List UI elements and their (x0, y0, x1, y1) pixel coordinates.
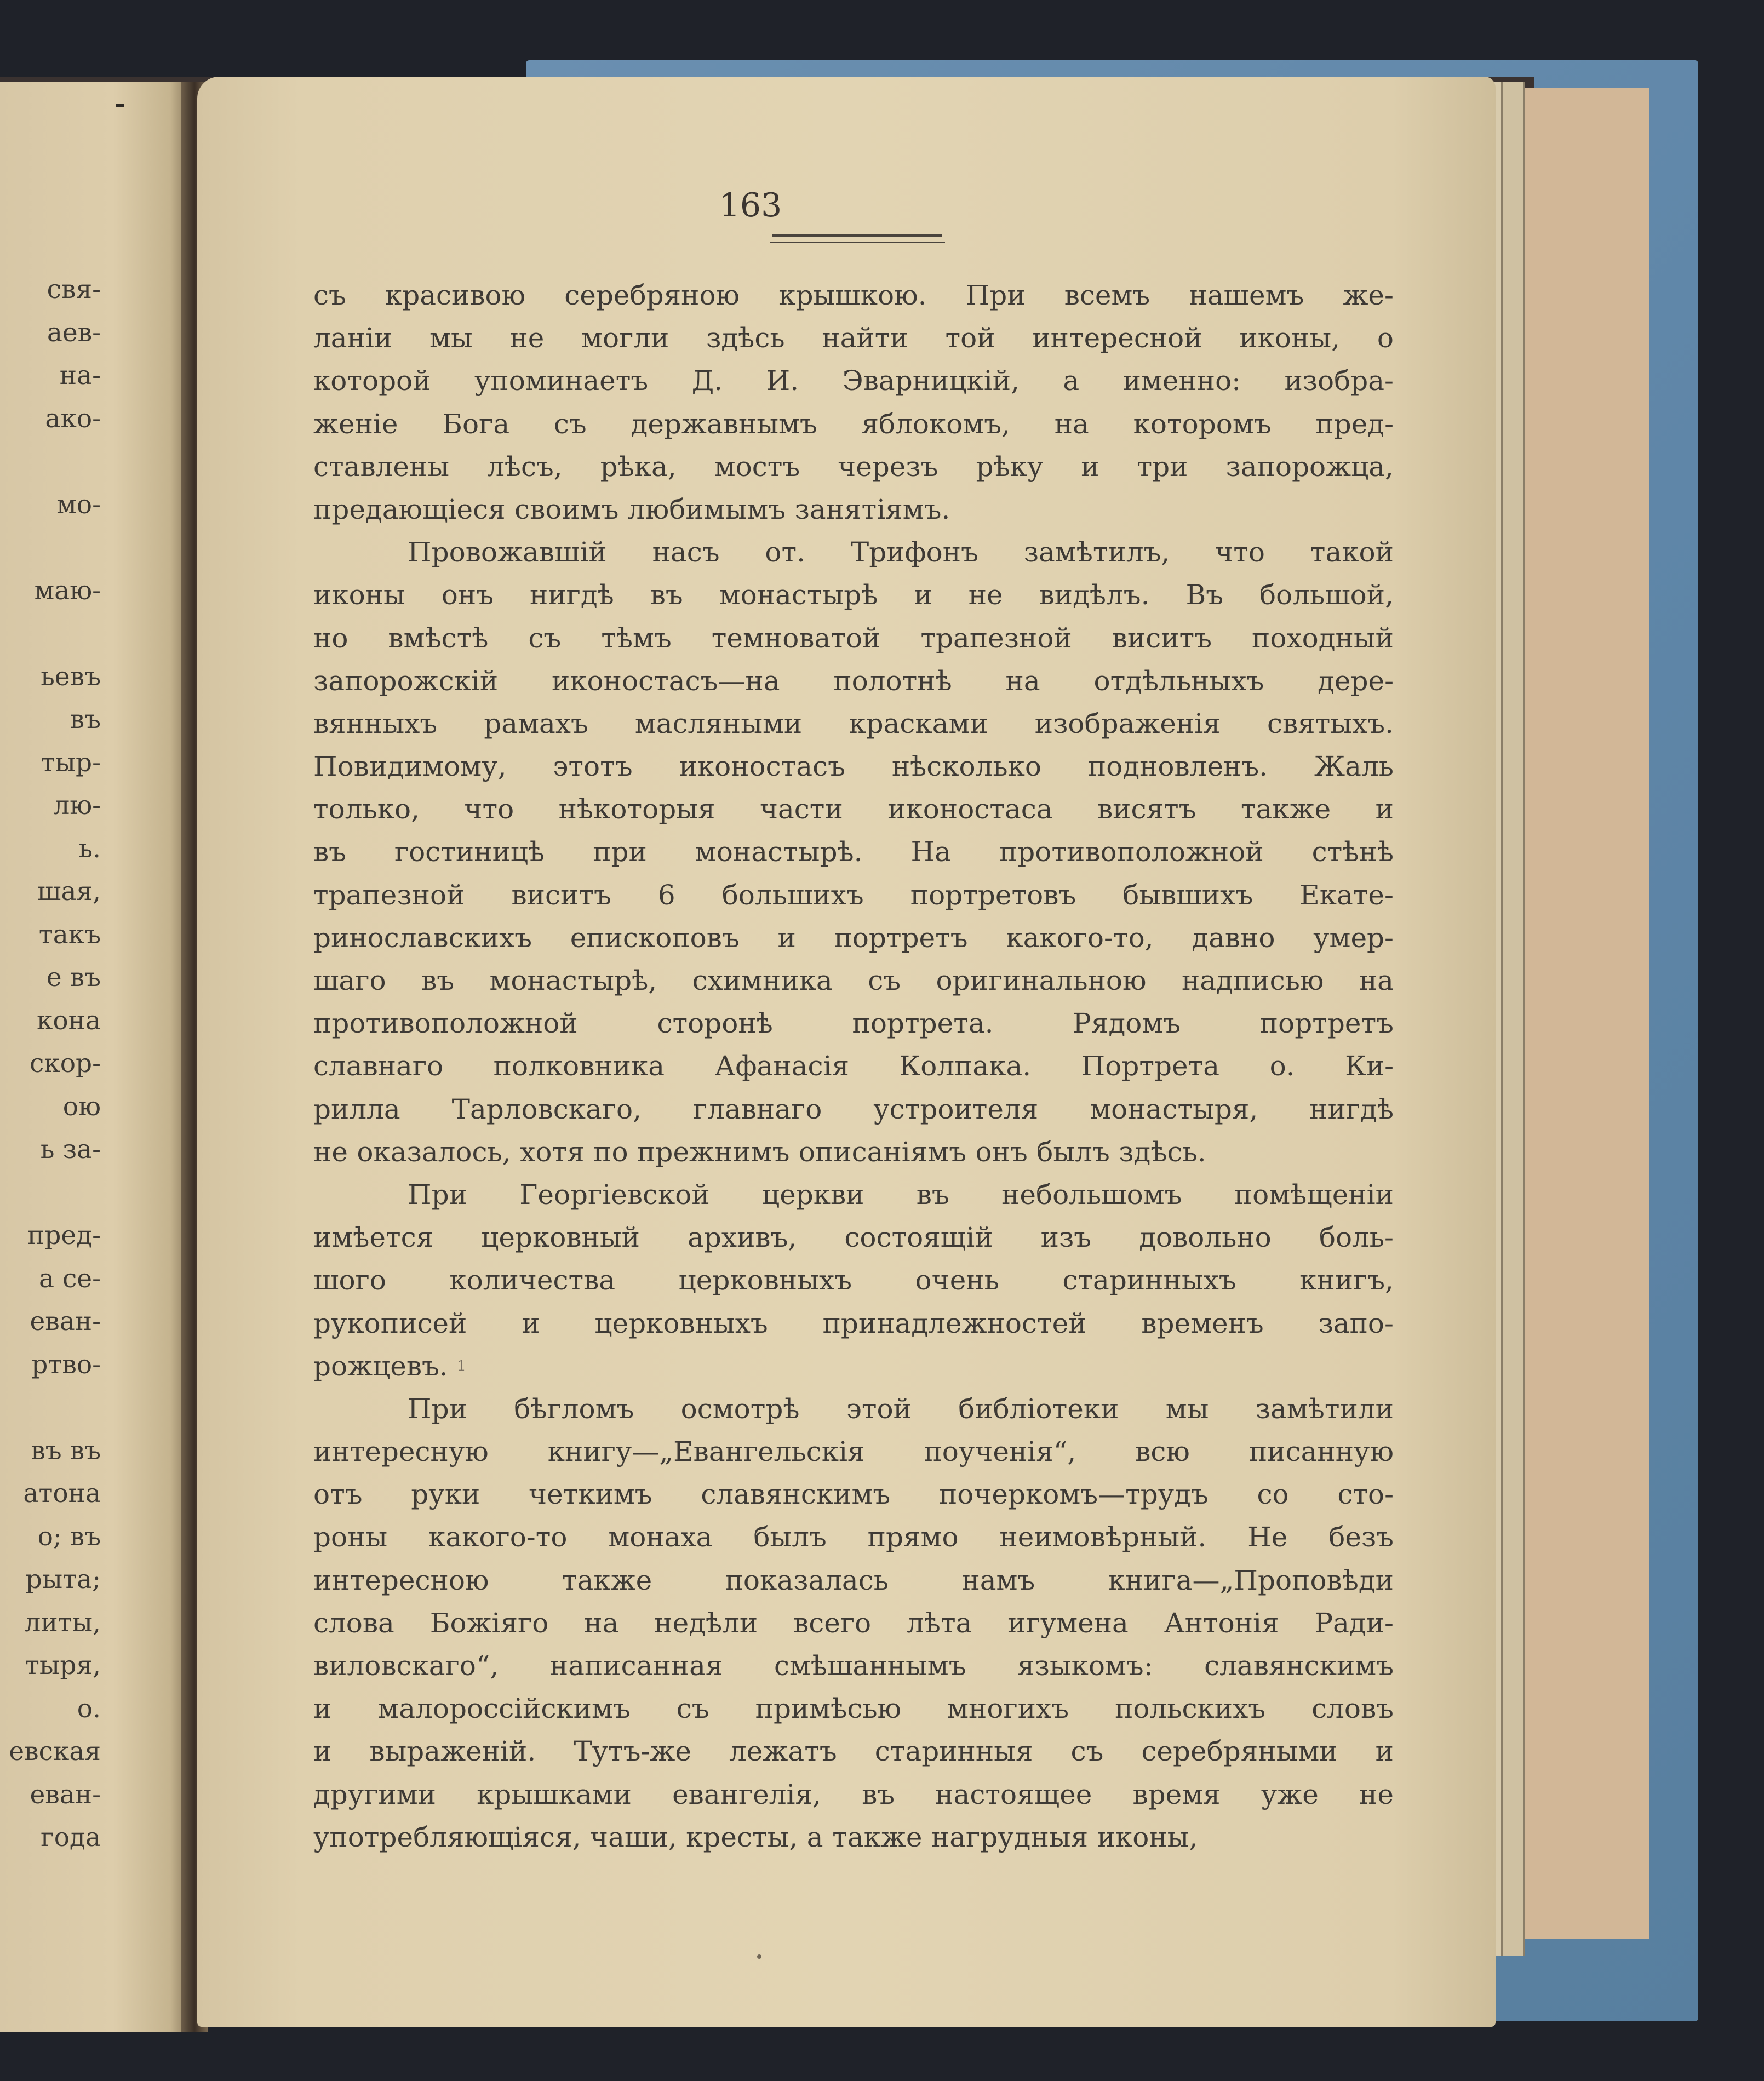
text-line: вянныхъ рамахъ масляными красками изображенія святыхъ. (313, 707, 1394, 739)
text-line: имѣется церковный архивъ, состоящій изъ довольно боль- (313, 1222, 1394, 1254)
paper-speck (757, 1954, 761, 1959)
page-number: 163 (719, 186, 782, 225)
left-page-line: ою (62, 1091, 101, 1122)
left-page-text (0, 268, 101, 1860)
left-page-line (0, 440, 101, 484)
text-line: интересною также показалась намъ книга—„Проповѣди (313, 1564, 1394, 1596)
left-page-line: ь. (78, 833, 101, 864)
text-line: только, что нѣкоторыя части иконостаса висятъ также и (313, 793, 1394, 825)
left-page-line: такъ (38, 919, 101, 950)
left-page-line: рыта; (25, 1564, 101, 1595)
left-page-line: ако- (45, 403, 101, 434)
text-line: При бѣгломъ осмотрѣ этой библіотеки мы замѣтили (408, 1392, 1394, 1425)
left-page-line: кона (36, 1005, 101, 1036)
left-page-line: лю- (53, 790, 101, 821)
text-line: рукописей и церковныхъ принадлежностей временъ запо- (313, 1307, 1394, 1339)
page-number-rule (772, 234, 942, 237)
page-body-text (313, 274, 1394, 1859)
left-page-line: о; въ (37, 1521, 101, 1552)
text-line: которой упоминаетъ Д. И. Эварницкій, а именно: изобра- (313, 365, 1394, 397)
text-line: и выраженій. Тутъ-же лежатъ старинныя съ серебряными и (313, 1735, 1394, 1768)
left-page-line (0, 1172, 101, 1215)
left-page-line: еван- (30, 1779, 101, 1810)
text-line: виловскаго“, написанная смѣшаннымъ языкомъ: славянскимъ (313, 1650, 1394, 1682)
text-line: но вмѣстѣ съ тѣмъ темноватой трапезной виситъ походный (313, 622, 1394, 654)
left-page-line: ьевъ (41, 661, 101, 692)
text-line: рилла Тарловскаго, главнаго устроителя монастыря, нигдѣ (313, 1093, 1394, 1125)
text-line: шого количества церковныхъ очень старинныхъ книгъ, (313, 1264, 1394, 1297)
left-page-line: пред- (27, 1220, 101, 1251)
text-line: Провожавшій насъ от. Трифонъ замѣтилъ, что такой (408, 536, 1394, 569)
left-page-line: о. (77, 1693, 101, 1724)
left-page-line: тыря, (25, 1650, 101, 1681)
left-page-line: свя- (47, 274, 101, 305)
text-line: не оказалось, хотя по прежнимъ описаніямъ онъ былъ здѣсь. (313, 1136, 1206, 1168)
text-line: женіе Бога съ державнымъ яблокомъ, на которомъ пред- (313, 408, 1394, 440)
text-line: При Георгіевской церкви въ небольшомъ помѣщеніи (408, 1178, 1394, 1211)
left-page-line: тыр- (41, 747, 101, 778)
left-page-line: маю- (34, 575, 101, 606)
text-line: предающіеся своимъ любимымъ занятіямъ. (313, 493, 950, 525)
left-page-line (0, 612, 101, 656)
left-page-line: ртво- (31, 1349, 101, 1380)
text-line: другими крышками евангелія, въ настоящее время уже не (313, 1778, 1394, 1810)
left-page-line: а се- (39, 1263, 101, 1294)
text-line: Повидимому, этотъ иконостасъ нѣсколько подновленъ. Жаль (313, 750, 1394, 783)
left-page-line (0, 526, 101, 570)
left-page-line: мо- (56, 489, 101, 520)
left-page (0, 82, 189, 2032)
text-line: ринославскихъ епископовъ и портретъ какого-то, давно умер- (313, 921, 1394, 954)
text-line: въ гостиницѣ при монастырѣ. На противоположной стѣнѣ (313, 836, 1394, 868)
text-line: иконы онъ нигдѣ въ монастырѣ и не видѣлъ. Въ большой, (313, 579, 1394, 611)
left-page-line: еван- (30, 1306, 101, 1337)
text-line: шаго въ монастырѣ, схимника съ оригинальною надписью на (313, 965, 1394, 996)
text-line: ланіи мы не могли здѣсь найти той интересной иконы, о (313, 322, 1394, 354)
left-page-line: атона (23, 1478, 101, 1509)
text-line: славнаго полковника Афанасія Колпака. Портрета о. Ки- (313, 1050, 1394, 1082)
left-page-line: года (41, 1822, 101, 1853)
text-line: слова Божіяго на недѣли всего лѣта игумена Антонія Ради- (313, 1607, 1394, 1639)
text-line: трапезной виситъ 6 большихъ портретовъ бывшихъ Екате- (313, 879, 1394, 911)
left-page-line: аев- (47, 317, 101, 348)
left-page-line: на- (59, 360, 101, 391)
text-line: интересную книгу—„Евангельскія поученія“, всю писанную (313, 1436, 1394, 1468)
page-number-rule (770, 242, 945, 243)
footnote-mark: 1 (457, 1357, 466, 1374)
text-line: противоположной сторонѣ портрета. Рядомъ портретъ (313, 1007, 1394, 1040)
left-page-line: евская (9, 1736, 101, 1767)
left-page-line: литы, (24, 1607, 101, 1638)
text-line: запорожскій иконостасъ—на полотнѣ на отдѣльныхъ дере- (313, 664, 1394, 697)
left-page-line: въ (70, 704, 101, 735)
page-mark (116, 104, 124, 107)
left-page-line: е въ (46, 962, 101, 993)
text-line: роны какого-то монаха былъ прямо неимовѣрный. Не безъ (313, 1521, 1394, 1553)
text-line: рожцевъ. 1 (313, 1345, 1394, 1388)
left-page-line: въ въ (31, 1435, 101, 1466)
left-page-line: скор- (30, 1048, 101, 1079)
left-page-line: шая, (37, 876, 101, 907)
text-line: ставлены лѣсъ, рѣка, мостъ черезъ рѣку и три запорожца, (313, 450, 1394, 483)
text-line: отъ руки четкимъ славянскимъ почеркомъ—трудъ со сто- (313, 1478, 1394, 1511)
text-line: употребляющіяся, чаши, кресты, а также нагрудныя иконы, (313, 1821, 1198, 1853)
left-page-line (0, 1386, 101, 1430)
text-line: и малороссійскимъ съ примѣсью многихъ польскихъ словъ (313, 1693, 1394, 1725)
left-page-line: ь за- (40, 1134, 101, 1165)
text-line: съ красивою серебряною крышкою. При всемъ нашемъ же- (313, 279, 1394, 311)
